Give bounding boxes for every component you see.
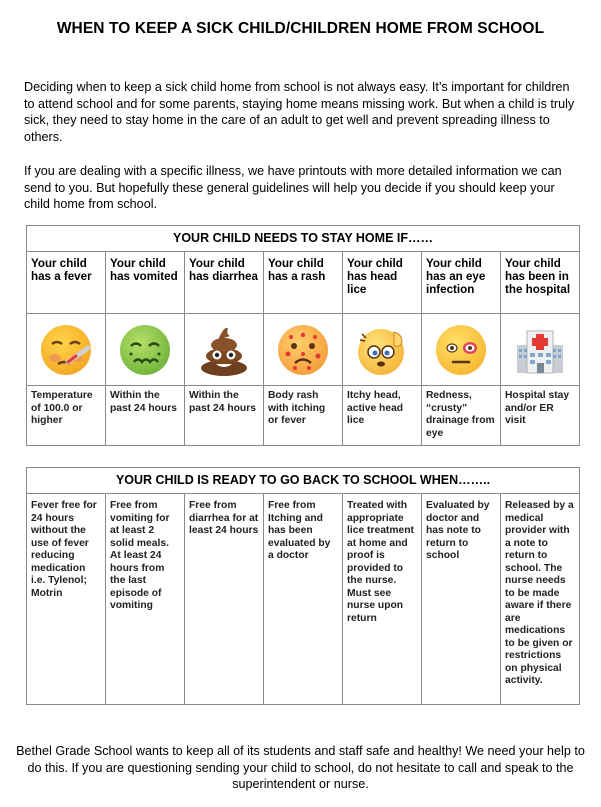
condition-diarrhea: Your child has diarrhea <box>185 252 264 313</box>
poop-icon <box>196 322 252 378</box>
detail-eye-infection: Redness, “crusty” drainage from eye <box>422 386 501 445</box>
return-diarrhea: Free from diarrhea for at least 24 hours <box>185 494 264 704</box>
detail-fever: Temperature of 100.0 or higher <box>27 386 106 445</box>
intro-paragraph: Deciding when to keep a sick child home from school is not always easy. It’s important for children to attend school and for some parents, staying home means missing work. But when a child is truly sick, they need to stay home in the care of an adult to get well and prevent spreading illness to others. <box>24 80 575 144</box>
detail-vomited: Within the past 24 hours <box>106 386 185 445</box>
condition-vomited: Your child has vomited <box>106 252 185 313</box>
nauseated-face-icon <box>117 322 173 378</box>
page-title: WHEN TO KEEP A SICK CHILD/CHILDREN HOME FROM SCHOOL <box>56 20 545 37</box>
itchy-face-icon <box>354 322 410 378</box>
icon-row <box>27 314 579 386</box>
condition-head-lice: Your child has head lice <box>343 252 422 313</box>
return-hospital: Released by a medical provider with a note to return to school. The nurse needs to be made aware if there are medications to be given or restrictions on physical activity. <box>505 500 574 686</box>
return-criteria-row <box>27 494 579 704</box>
detail-diarrhea: Within the past 24 hours <box>185 386 264 445</box>
footer-message: Bethel Grade School wants to keep all of its students and staff safe and healthy! We need your help to do this. If you are questioning sending your child to school, do not hesitate to call and speak to the superintendent or nurse. <box>16 744 585 791</box>
detail-head-lice: Itchy head, active head lice <box>343 386 422 445</box>
return-vomiting: Free from vomiting for at least 2 solid meals. At least 24 hours from the last episode of vomiting <box>106 494 185 704</box>
condition-row <box>27 252 579 314</box>
detail-rash: Body rash with itching or fever <box>264 386 343 445</box>
back-to-school-heading: YOUR CHILD IS READY TO GO BACK TO SCHOOL WHEN…….. <box>27 468 579 494</box>
condition-hospital: Your child has been in the hospital <box>505 257 571 296</box>
hospital-icon <box>513 323 567 377</box>
eye-infection-face-icon <box>433 322 489 378</box>
condition-rash: Your child has a rash <box>264 252 343 313</box>
stay-home-heading: YOUR CHILD NEEDS TO STAY HOME IF…… <box>27 226 579 252</box>
printouts-paragraph: If you are dealing with a specific illness, we have printouts with more detailed information we can send to you. But hopefully these general guidelines will help you decide if you should keep your child home from school. <box>24 164 562 211</box>
thermometer-face-icon <box>38 322 94 378</box>
detail-hospital: Hospital stay and/or ER visit <box>505 390 570 426</box>
stay-home-table <box>26 225 580 446</box>
back-to-school-table <box>26 467 580 705</box>
return-lice: Treated with appropriate lice treatment at home and proof is provided to the nurse. Must see nurse upon return <box>343 494 422 704</box>
condition-fever: Your child has a fever <box>27 252 106 313</box>
rash-face-icon <box>275 322 331 378</box>
return-itching: Free from Itching and has been evaluated by a doctor <box>264 494 343 704</box>
return-eye: Evaluated by doctor and has note to return to school <box>422 494 501 704</box>
condition-eye-infection: Your child has an eye infection <box>422 252 501 313</box>
detail-row <box>27 386 579 445</box>
return-fever: Fever free for 24 hours without the use of fever reducing medication i.e. Tylenol; Motrin <box>27 494 106 704</box>
